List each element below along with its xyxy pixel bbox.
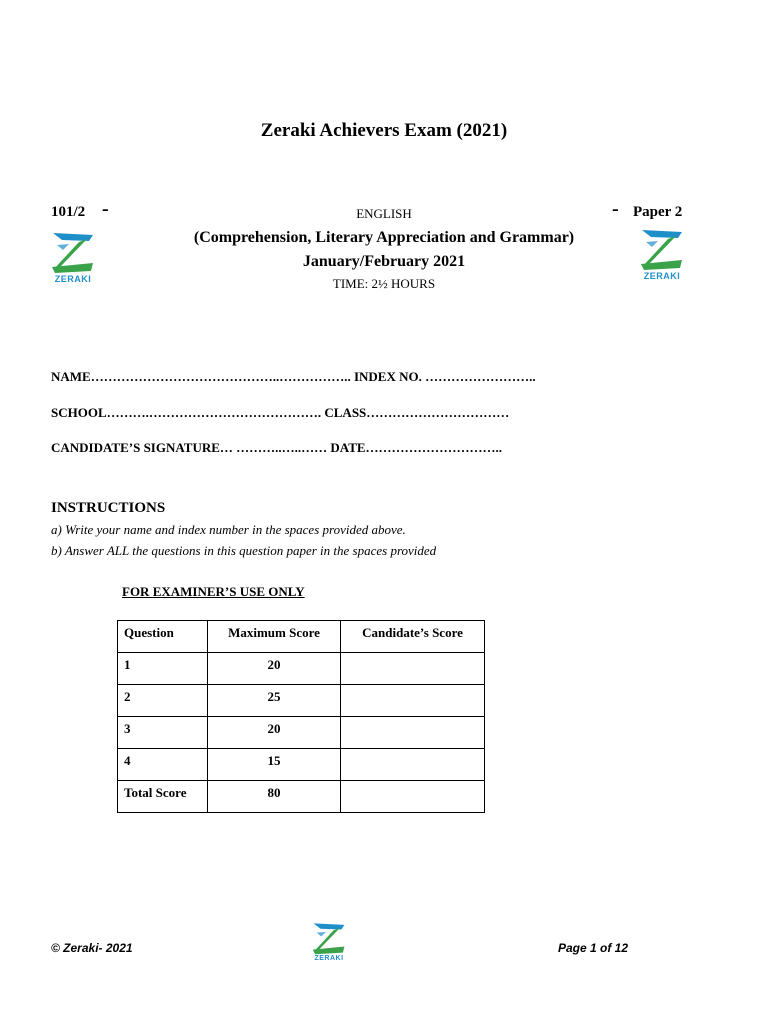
score-table: [117, 620, 485, 813]
zeraki-logo-left: [49, 230, 97, 284]
max-score-cell: 15: [208, 749, 341, 781]
zeraki-z-icon: [307, 921, 351, 955]
column-header: Question: [118, 621, 208, 653]
dash-right: -: [612, 198, 619, 220]
footer-page-number: Page 1 of 12: [558, 941, 629, 955]
column-header: Maximum Score: [208, 621, 341, 653]
logo-text: ZERAKI: [643, 271, 681, 281]
table-row: [118, 749, 485, 781]
paper-code: 101/2: [51, 204, 86, 220]
instruction-item: a) Write your name and index number in the spaces provided above.: [51, 522, 406, 537]
logo-text: ZERAKI: [54, 274, 92, 284]
table-row-total: [118, 781, 485, 813]
signature-date-line: CANDIDATE’S SIGNATURE… ………..…..…… DATE…………………………..: [51, 440, 503, 455]
examiner-heading: FOR EXAMINER’S USE ONLY: [122, 584, 305, 599]
question-cell: 2: [118, 685, 208, 717]
question-cell: Total Score: [118, 781, 208, 813]
subtitle: (Comprehension, Literary Appreciation and Grammar): [193, 229, 575, 246]
logo-text: ZERAKI: [314, 955, 344, 962]
max-score-cell: 20: [208, 717, 341, 749]
question-cell: 3: [118, 717, 208, 749]
zeraki-logo-right: [638, 227, 686, 281]
max-score-cell: 25: [208, 685, 341, 717]
zeraki-z-icon: [638, 227, 686, 271]
question-cell: 4: [118, 749, 208, 781]
candidate-score-cell[interactable]: [341, 717, 485, 749]
table-row: [118, 653, 485, 685]
footer-copyright: © Zeraki- 2021: [51, 941, 133, 955]
zeraki-logo-footer: [307, 921, 351, 962]
max-score-cell: 20: [208, 653, 341, 685]
exam-date: January/February 2021: [302, 253, 466, 270]
instructions-heading: INSTRUCTIONS: [51, 500, 166, 516]
table-row: [118, 685, 485, 717]
subject: ENGLISH: [356, 206, 412, 221]
table-header-row: [118, 621, 485, 653]
candidate-score-cell[interactable]: [341, 685, 485, 717]
dash-left: -: [102, 198, 109, 220]
question-cell: 1: [118, 653, 208, 685]
paper-number: Paper 2: [633, 204, 683, 220]
max-score-cell: 80: [208, 781, 341, 813]
school-class-line: SCHOOL……….…………………………………. CLASS……………………………: [51, 405, 510, 420]
candidate-score-cell[interactable]: [341, 653, 485, 685]
candidate-score-cell[interactable]: [341, 781, 485, 813]
candidate-score-cell[interactable]: [341, 749, 485, 781]
instruction-item: b) Answer ALL the questions in this question paper in the spaces provided: [51, 543, 437, 558]
exam-time: TIME: 2½ HOURS: [332, 276, 436, 291]
exam-title: Zeraki Achievers Exam (2021): [260, 120, 508, 141]
table-row: [118, 717, 485, 749]
zeraki-z-icon: [49, 230, 97, 274]
column-header: Candidate’s Score: [341, 621, 485, 653]
name-index-line: NAME……………………………………..…………….. INDEX NO. ……………………..: [51, 369, 536, 384]
